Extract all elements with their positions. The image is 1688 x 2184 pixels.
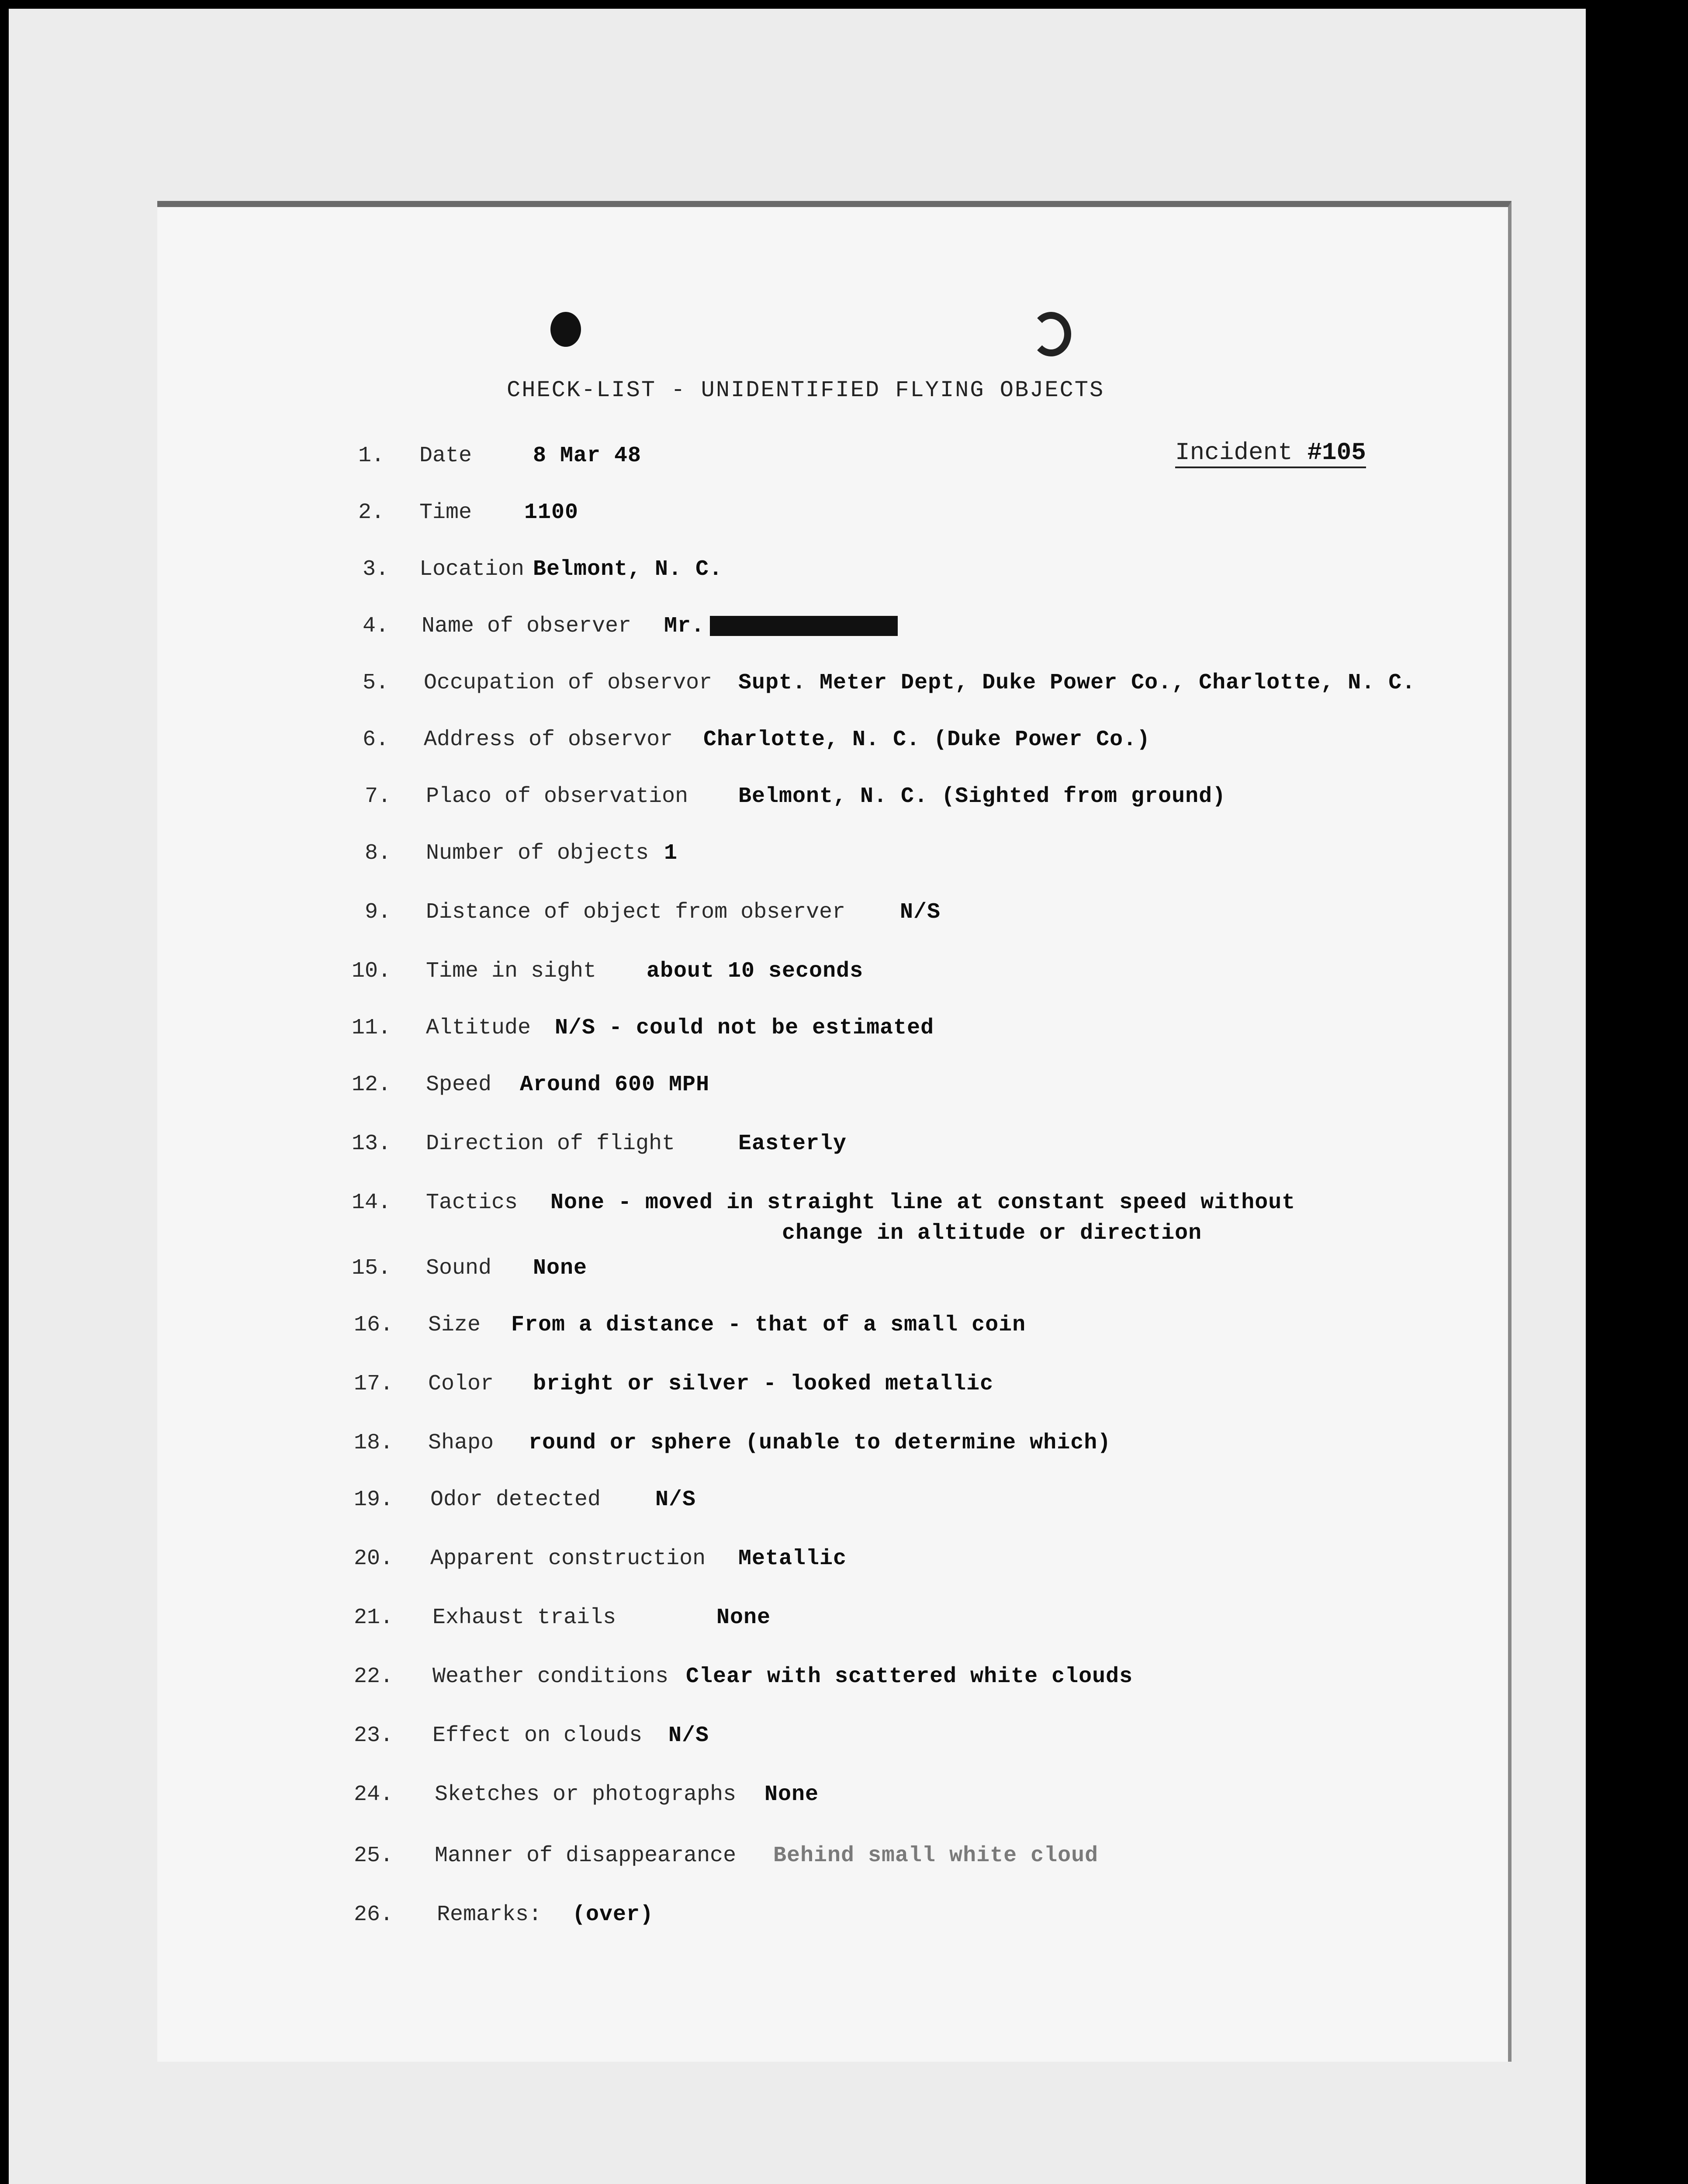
item-sketches: 24. Sketches or photographs None bbox=[353, 1782, 819, 1807]
punch-hole-right bbox=[1031, 312, 1071, 356]
item-time-in-sight: 10. Time in sight about 10 seconds bbox=[351, 959, 864, 984]
item-number-of-objects: 8. Number of objects 1 bbox=[364, 841, 678, 866]
item-date: 1. Date 8 Mar 48 bbox=[358, 443, 642, 468]
item-observer-name: 4. Name of observer Mr. bbox=[157, 613, 1512, 657]
item-location: 3. Location Belmont, N. C. bbox=[362, 557, 723, 582]
item-construction: 20. Apparent construction Metallic bbox=[353, 1546, 847, 1571]
item-disappearance: 25. Manner of disappearance Behind small white cloud bbox=[353, 1843, 1099, 1868]
item-direction-of-flight: 13. Direction of flight Easterly bbox=[351, 1131, 847, 1156]
checklist-sheet bbox=[157, 201, 1512, 2062]
item-odor: 19. Odor detected N/S bbox=[353, 1487, 696, 1512]
item-altitude: 11. Altitude N/S - could not be estimated bbox=[351, 1016, 934, 1040]
item-address: 6. Address of observor Charlotte, N. C. (Duke Power Co.) bbox=[362, 727, 1151, 752]
item-color: 17. Color bright or silver - looked metallic bbox=[353, 1372, 994, 1396]
item-distance: 9. Distance of object from observer N/S bbox=[364, 900, 941, 925]
item-speed: 12. Speed Around 600 MPH bbox=[351, 1072, 710, 1097]
scan-background bbox=[9, 9, 1586, 2184]
item-remarks: 26. Remarks: (over) bbox=[353, 1902, 654, 1927]
item-exhaust-trails: 21. Exhaust trails None bbox=[353, 1605, 771, 1630]
punch-hole-left bbox=[550, 312, 581, 347]
item-effect-on-clouds: 23. Effect on clouds N/S bbox=[353, 1723, 709, 1748]
redacted-name bbox=[710, 616, 898, 636]
observer-name-prefix: Mr. bbox=[664, 614, 705, 639]
incident-label: Incident bbox=[1175, 439, 1293, 467]
item-shape: 18. Shapo round or sphere (unable to determine which) bbox=[353, 1431, 1111, 1455]
item-sound: 15. Sound None bbox=[351, 1256, 588, 1281]
item-size: 16. Size From a distance - that of a small coin bbox=[353, 1313, 1026, 1337]
item-weather: 22. Weather conditions Clear with scattered white clouds bbox=[353, 1664, 1133, 1689]
item-tactics: 14. Tactics None - moved in straight line at constant speed without change in altitude or direction bbox=[351, 1190, 1296, 1246]
item-occupation: 5. Occupation of observor Supt. Meter Dept, Duke Power Co., Charlotte, N. C. bbox=[362, 670, 1416, 695]
item-time: 2. Time 1100 bbox=[358, 500, 579, 525]
incident-value: #105 bbox=[1307, 439, 1366, 467]
document-title: CHECK-LIST - UNIDENTIFIED FLYING OBJECTS bbox=[507, 377, 1105, 403]
item-place-of-observation: 7. Placo of observation Belmont, N. C. (Sighted from ground) bbox=[364, 784, 1226, 809]
